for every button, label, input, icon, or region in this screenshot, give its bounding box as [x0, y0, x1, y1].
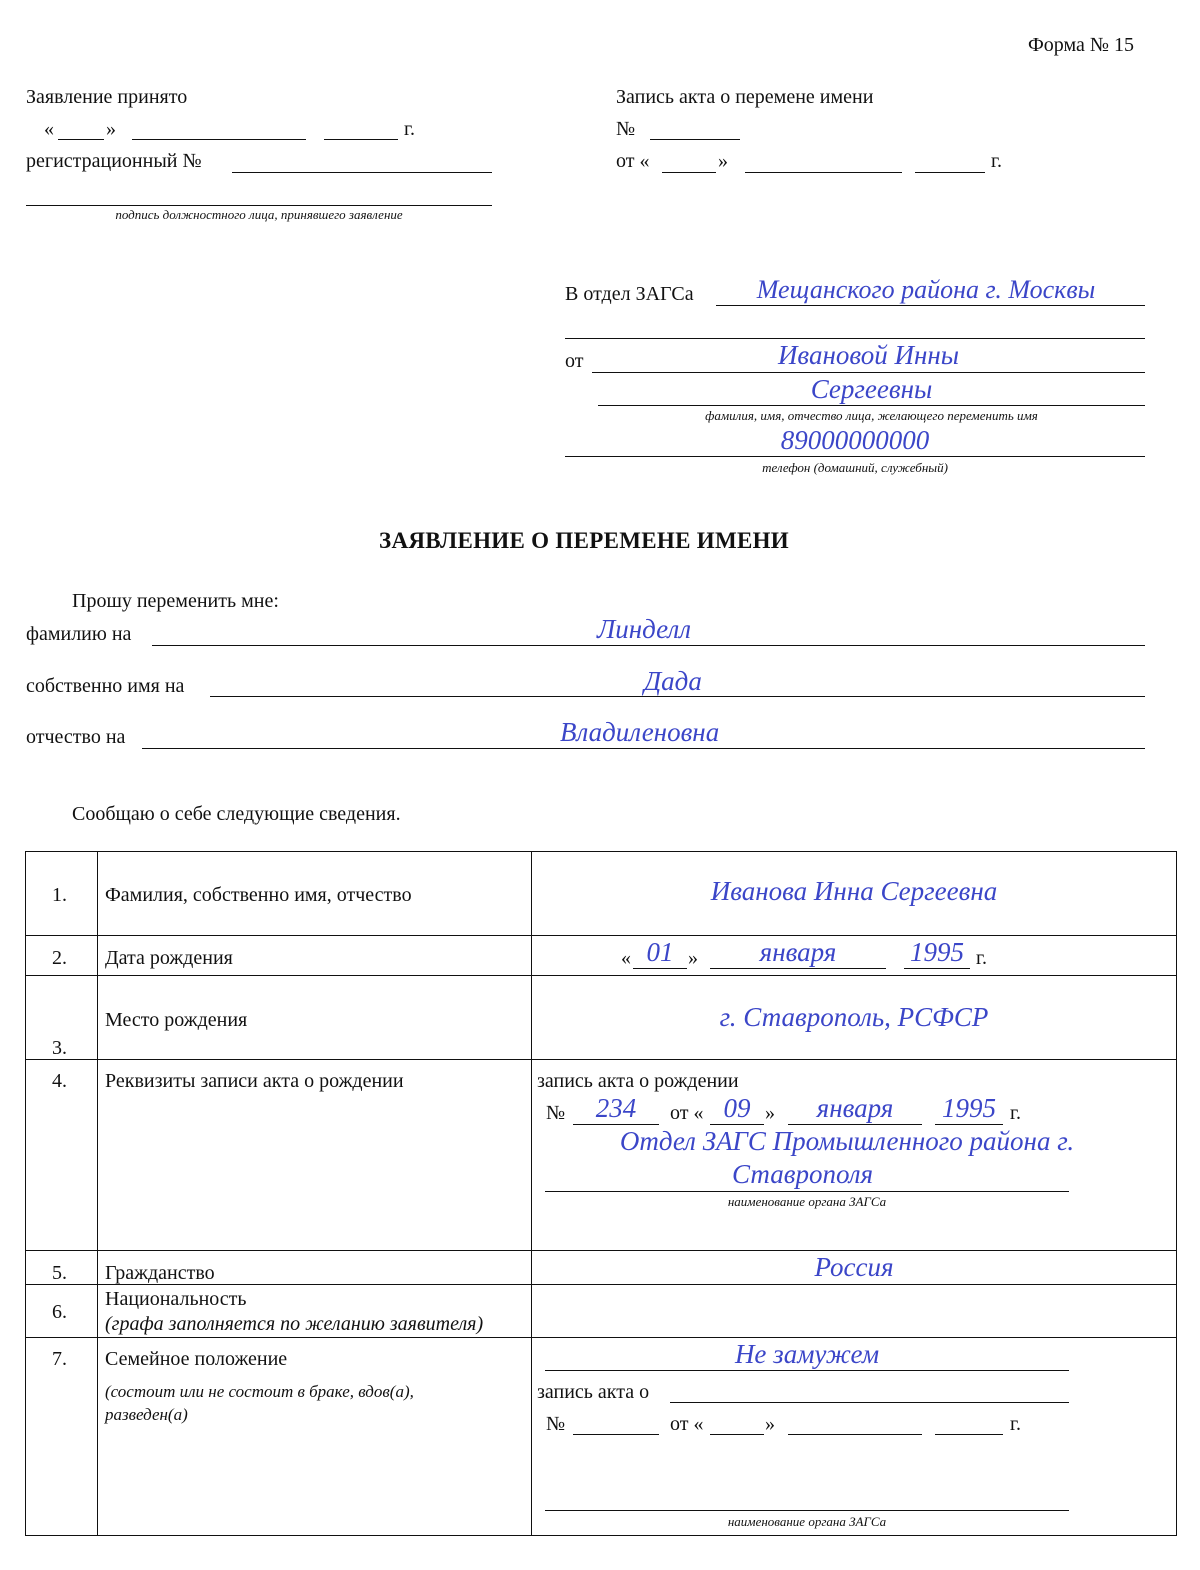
- marriage-record-label: запись акта о: [537, 1381, 650, 1403]
- marriage-record-number-label: №: [546, 1413, 566, 1435]
- row-5-number: 5.: [52, 1262, 67, 1284]
- marriage-record-number-field[interactable]: [573, 1434, 659, 1435]
- row-7-note-1: (состоит или не состоит в браке, вдов(а),: [105, 1382, 414, 1401]
- row-1-label: Фамилия, собственно имя, отчество: [105, 884, 412, 906]
- birth-record-office-value-2: Ставрополя: [732, 1159, 874, 1189]
- registry-office-value: Мещанского района г. Москвы: [756, 275, 1096, 304]
- row-3-number: 3.: [52, 1037, 67, 1059]
- marriage-record-type-field[interactable]: [670, 1402, 1069, 1403]
- row-1-number: 1.: [52, 884, 67, 906]
- reg-number-field[interactable]: [232, 172, 492, 173]
- act-record-number-field[interactable]: [650, 139, 740, 140]
- birth-date-open-quote: «: [621, 947, 631, 969]
- row-7-number: 7.: [52, 1348, 67, 1370]
- birth-day-value: 01: [646, 937, 674, 967]
- act-record-month-field[interactable]: [745, 172, 902, 173]
- birth-record-day-value: 09: [723, 1093, 751, 1123]
- birth-year-suffix: г.: [976, 947, 987, 969]
- birth-record-number-label: №: [546, 1102, 566, 1124]
- birth-record-office-value-1: Отдел ЗАГС Промышленного района г.: [619, 1126, 1075, 1156]
- new-patronymic-field[interactable]: [142, 748, 1145, 749]
- full-name-value: Иванова Инна Сергеевна: [710, 876, 998, 906]
- table-border-bottom: [25, 1535, 1177, 1536]
- table-col-divider: [531, 851, 532, 1536]
- row-6-label: Национальность: [105, 1288, 247, 1310]
- marriage-record-office-caption: наименование органа ЗАГСа: [727, 1514, 887, 1529]
- registry-office-field-line2[interactable]: [565, 338, 1145, 339]
- row-2-label: Дата рождения: [105, 947, 233, 969]
- applicant-name-field[interactable]: [592, 372, 1145, 373]
- accepted-day-field[interactable]: [58, 139, 104, 140]
- birth-record-office-field[interactable]: [545, 1191, 1069, 1192]
- table-border-top: [25, 851, 1177, 852]
- birth-record-number-value: 234: [595, 1093, 637, 1123]
- info-intro: Сообщаю о себе следующие сведения.: [72, 803, 401, 825]
- row-4-label: Реквизиты записи акта о рождении: [105, 1070, 404, 1092]
- new-surname-field[interactable]: [152, 645, 1145, 646]
- birth-record-from-label: от «: [670, 1102, 704, 1124]
- applicant-name-field-line2[interactable]: [598, 405, 1145, 406]
- act-record-day-field[interactable]: [662, 172, 716, 173]
- row-3-label: Место рождения: [105, 1009, 248, 1031]
- row-5-label: Гражданство: [105, 1262, 215, 1284]
- birth-year-field[interactable]: [904, 968, 970, 969]
- row-6-number: 6.: [52, 1301, 67, 1323]
- birth-record-office-caption: наименование органа ЗАГСа: [727, 1194, 887, 1209]
- applicant-name-caption: фамилия, имя, отчество лица, желающего переменить имя: [705, 408, 1038, 423]
- birth-record-month-value: января: [816, 1093, 894, 1123]
- form-number: Форма № 15: [1028, 34, 1134, 56]
- new-patronymic-value: Владиленовна: [560, 717, 720, 747]
- birth-record-label: запись акта о рождении: [537, 1070, 739, 1092]
- marriage-record-office-field[interactable]: [545, 1510, 1069, 1511]
- row-7-note-2: разведен(а): [105, 1405, 188, 1424]
- marriage-record-close-quote: »: [765, 1413, 775, 1435]
- birth-record-number-field[interactable]: [573, 1124, 659, 1125]
- registry-office-label: В отдел ЗАГСа: [565, 283, 694, 305]
- table-border-right: [1176, 851, 1177, 1536]
- birth-record-month-field[interactable]: [788, 1124, 922, 1125]
- birth-record-year-suffix: г.: [1010, 1102, 1021, 1124]
- new-name-label: собственно имя на: [26, 675, 185, 697]
- table-row-divider: [25, 1059, 1177, 1060]
- act-record-year-suffix: г.: [991, 150, 1002, 172]
- act-record-heading: Запись акта о перемене имени: [616, 86, 874, 108]
- row-7-label: Семейное положение: [105, 1348, 288, 1370]
- accepted-year-suffix: г.: [404, 118, 415, 140]
- reg-number-label: регистрационный №: [26, 150, 202, 172]
- birth-place-value: г. Ставрополь, РСФСР: [719, 1002, 989, 1032]
- table-col-divider: [97, 851, 98, 1536]
- birth-record-year-value: 1995: [942, 1093, 996, 1123]
- table-row-divider: [25, 935, 1177, 936]
- phone-field[interactable]: [565, 456, 1145, 457]
- table-row-divider: [25, 975, 1177, 976]
- marital-status-value: Не замужем: [734, 1339, 880, 1369]
- applicant-name-value-2: Сергеевны: [810, 374, 933, 404]
- birth-record-year-field[interactable]: [935, 1124, 1003, 1125]
- birth-month-value: января: [759, 937, 837, 967]
- marriage-record-from-label: от «: [670, 1413, 704, 1435]
- accepted-heading: Заявление принято: [26, 86, 188, 108]
- marriage-record-year-suffix: г.: [1010, 1413, 1021, 1435]
- act-record-close-quote: »: [718, 150, 728, 172]
- phone-caption: телефон (домашний, служебный): [762, 460, 948, 475]
- accepted-date-close-quote: »: [106, 118, 116, 140]
- document-title: ЗАЯВЛЕНИЕ О ПЕРЕМЕНЕ ИМЕНИ: [379, 528, 789, 553]
- birth-day-field[interactable]: [633, 968, 687, 969]
- birth-year-value: 1995: [910, 937, 964, 967]
- birth-record-day-field[interactable]: [710, 1124, 764, 1125]
- row-4-number: 4.: [52, 1070, 67, 1092]
- signature-caption: подпись должностного лица, принявшего заявление: [115, 207, 403, 222]
- new-surname-value: Линделл: [597, 614, 692, 644]
- accepted-month-field[interactable]: [132, 139, 306, 140]
- new-surname-label: фамилию на: [26, 623, 132, 645]
- birth-record-close-quote: »: [765, 1102, 775, 1124]
- marriage-record-year-field[interactable]: [935, 1434, 1003, 1435]
- act-record-number-label: №: [616, 118, 636, 140]
- act-record-from-label: от «: [616, 150, 650, 172]
- new-patronymic-label: отчество на: [26, 726, 126, 748]
- birth-month-field[interactable]: [710, 968, 886, 969]
- row-2-number: 2.: [52, 947, 67, 969]
- table-border-left: [25, 851, 26, 1536]
- request-intro: Прошу переменить мне:: [72, 590, 279, 612]
- official-signature-field[interactable]: [26, 205, 492, 206]
- phone-value: 89000000000: [780, 425, 930, 455]
- marriage-record-month-field[interactable]: [788, 1434, 922, 1435]
- act-record-year-field[interactable]: [915, 172, 985, 173]
- birth-date-close-quote: »: [688, 947, 698, 969]
- registry-office-field[interactable]: [716, 305, 1145, 306]
- applicant-name-value-1: Ивановой Инны: [777, 340, 960, 370]
- marital-status-field[interactable]: [545, 1370, 1069, 1371]
- table-row-divider: [25, 1337, 1177, 1338]
- marriage-record-day-field[interactable]: [710, 1434, 764, 1435]
- applicant-from-label: от: [565, 350, 584, 372]
- accepted-date-open-quote: «: [44, 118, 54, 140]
- row-6-note: (графа заполняется по желанию заявителя): [105, 1313, 484, 1335]
- accepted-year-field[interactable]: [324, 139, 398, 140]
- citizenship-value: Россия: [814, 1252, 894, 1282]
- table-row-divider: [25, 1250, 1177, 1251]
- new-name-value: Дада: [644, 666, 702, 696]
